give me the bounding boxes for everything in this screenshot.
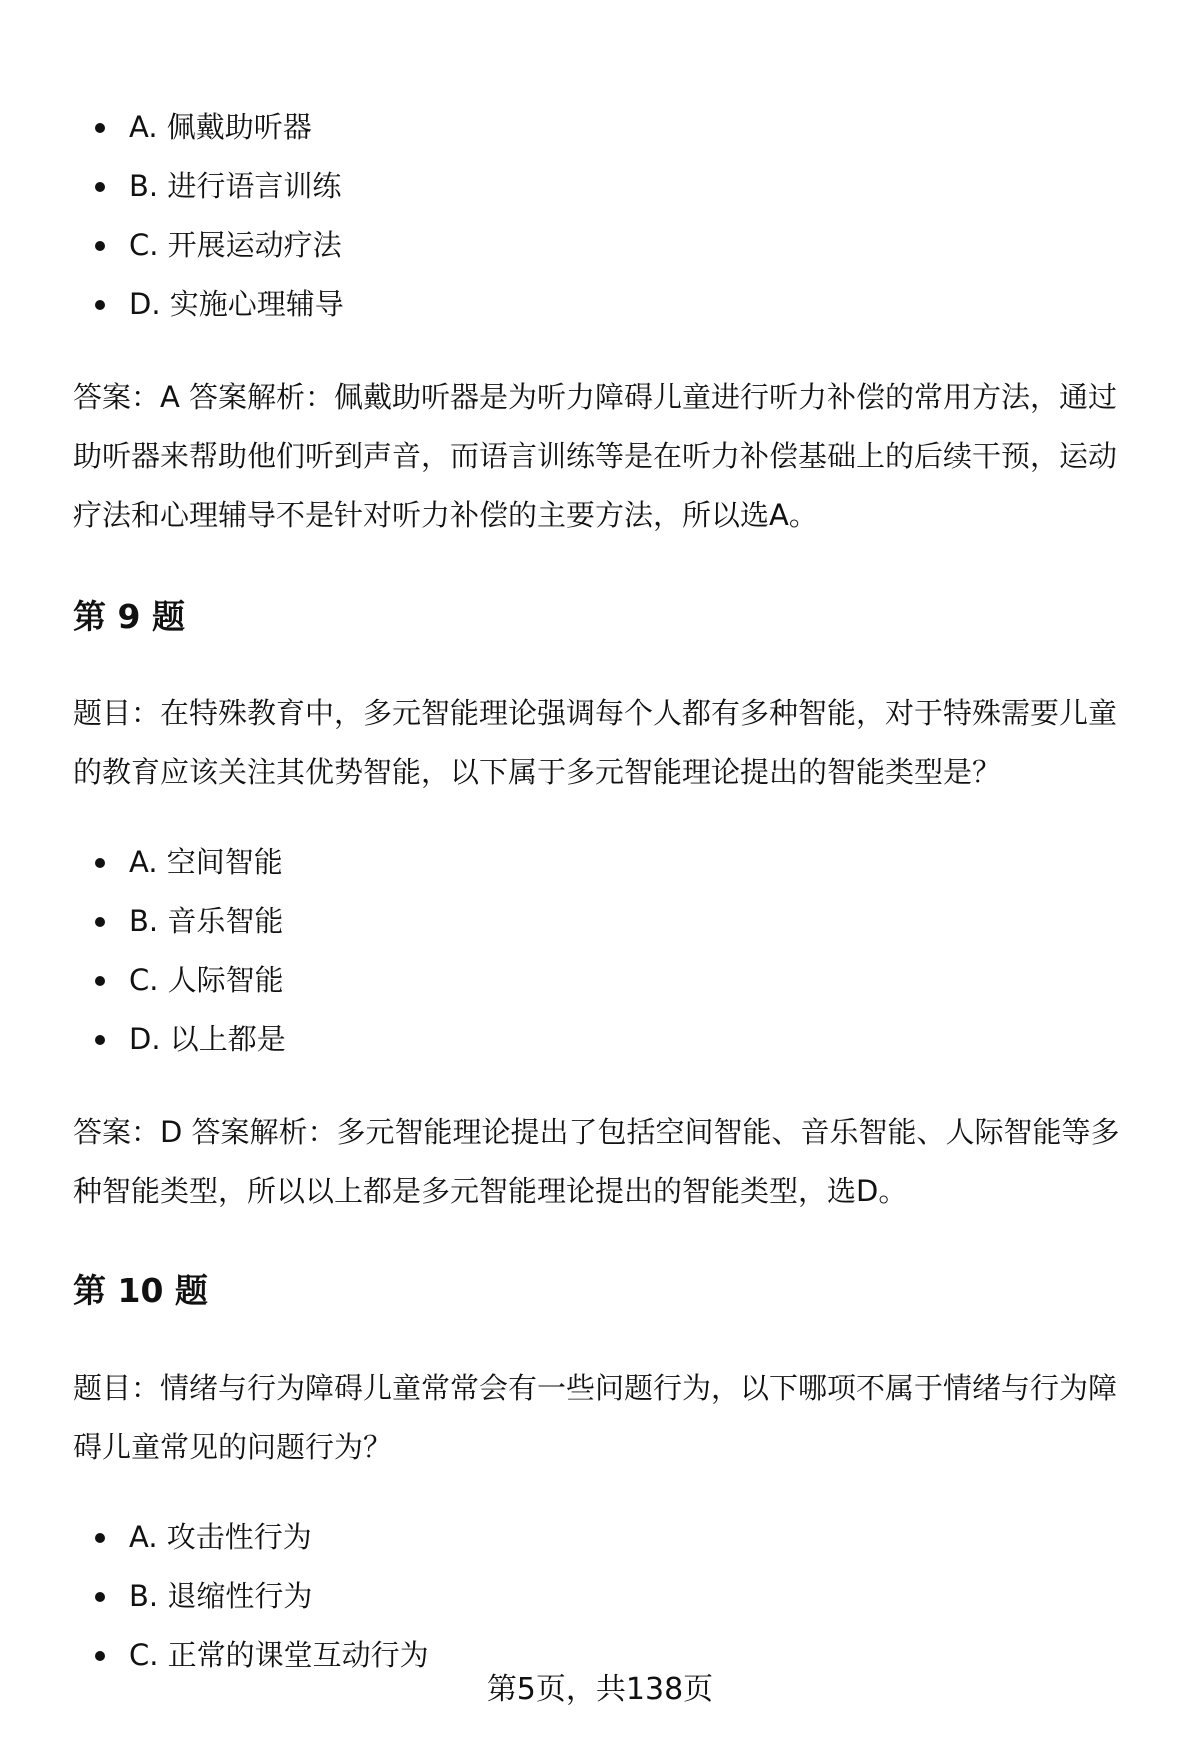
q9-option-b bbox=[95, 892, 286, 951]
option-text: D. 以上都是 bbox=[129, 1022, 286, 1056]
q8-answer: 答案：A 答案解析：佩戴助听器是为听力障碍儿童进行听力补偿的常用方法，通过助听器来帮助他们听到声音，而语言训练等是在听力补偿基础上的后续干预，运动疗法和心理辅导不是针对听力补偿的主要方法，所以选A。 bbox=[73, 380, 1118, 532]
q10-options-list bbox=[95, 1508, 429, 1685]
option-text: B. 音乐智能 bbox=[129, 904, 284, 938]
q9-question: 题目：在特殊教育中，多元智能理论强调每个人都有多种智能，对于特殊需要儿童的教育应该关注其优势智能，以下属于多元智能理论提出的智能类型是？ bbox=[73, 696, 1118, 789]
option-text: A. 攻击性行为 bbox=[129, 1520, 312, 1554]
bullet-icon bbox=[95, 241, 105, 251]
q10-heading: 第 10 题 bbox=[73, 1271, 208, 1310]
q9-options-list bbox=[95, 833, 286, 1069]
bullet-icon bbox=[95, 917, 105, 927]
option-text: D. 实施心理辅导 bbox=[129, 287, 344, 321]
q8-option-b bbox=[95, 157, 344, 216]
option-text: C. 人际智能 bbox=[129, 963, 284, 997]
option-text: B. 进行语言训练 bbox=[129, 169, 342, 203]
q8-option-d bbox=[95, 275, 344, 334]
bullet-icon bbox=[95, 858, 105, 868]
option-text: A. 空间智能 bbox=[129, 845, 283, 879]
q9-option-d bbox=[95, 1010, 286, 1069]
bullet-icon bbox=[95, 976, 105, 986]
q9-answer: 答案：D 答案解析：多元智能理论提出了包括空间智能、音乐智能、人际智能等多种智能类型，所以以上都是多元智能理论提出的智能类型，选D。 bbox=[73, 1115, 1120, 1208]
bullet-icon bbox=[95, 1592, 105, 1602]
q8-options-list bbox=[95, 98, 344, 334]
bullet-icon bbox=[95, 1651, 105, 1661]
q10-question: 题目：情绪与行为障碍儿童常常会有一些问题行为，以下哪项不属于情绪与行为障碍儿童常见的问题行为？ bbox=[73, 1371, 1118, 1464]
bullet-icon bbox=[95, 1035, 105, 1045]
option-text: A. 佩戴助听器 bbox=[129, 110, 312, 144]
q9-heading: 第 9 题 bbox=[73, 597, 185, 636]
page-footer: 第5页，共138页 bbox=[486, 1672, 714, 1707]
bullet-icon bbox=[95, 123, 105, 133]
q10-option-a bbox=[95, 1508, 429, 1567]
bullet-icon bbox=[95, 300, 105, 310]
option-text: C. 开展运动疗法 bbox=[129, 228, 342, 262]
q9-option-a bbox=[95, 833, 286, 892]
q8-option-c bbox=[95, 216, 344, 275]
bullet-icon bbox=[95, 1533, 105, 1543]
option-text: B. 退缩性行为 bbox=[129, 1579, 313, 1613]
q9-option-c bbox=[95, 951, 286, 1010]
q8-option-a bbox=[95, 98, 344, 157]
option-text: C. 正常的课堂互动行为 bbox=[129, 1638, 429, 1672]
bullet-icon bbox=[95, 182, 105, 192]
q10-option-b bbox=[95, 1567, 429, 1626]
